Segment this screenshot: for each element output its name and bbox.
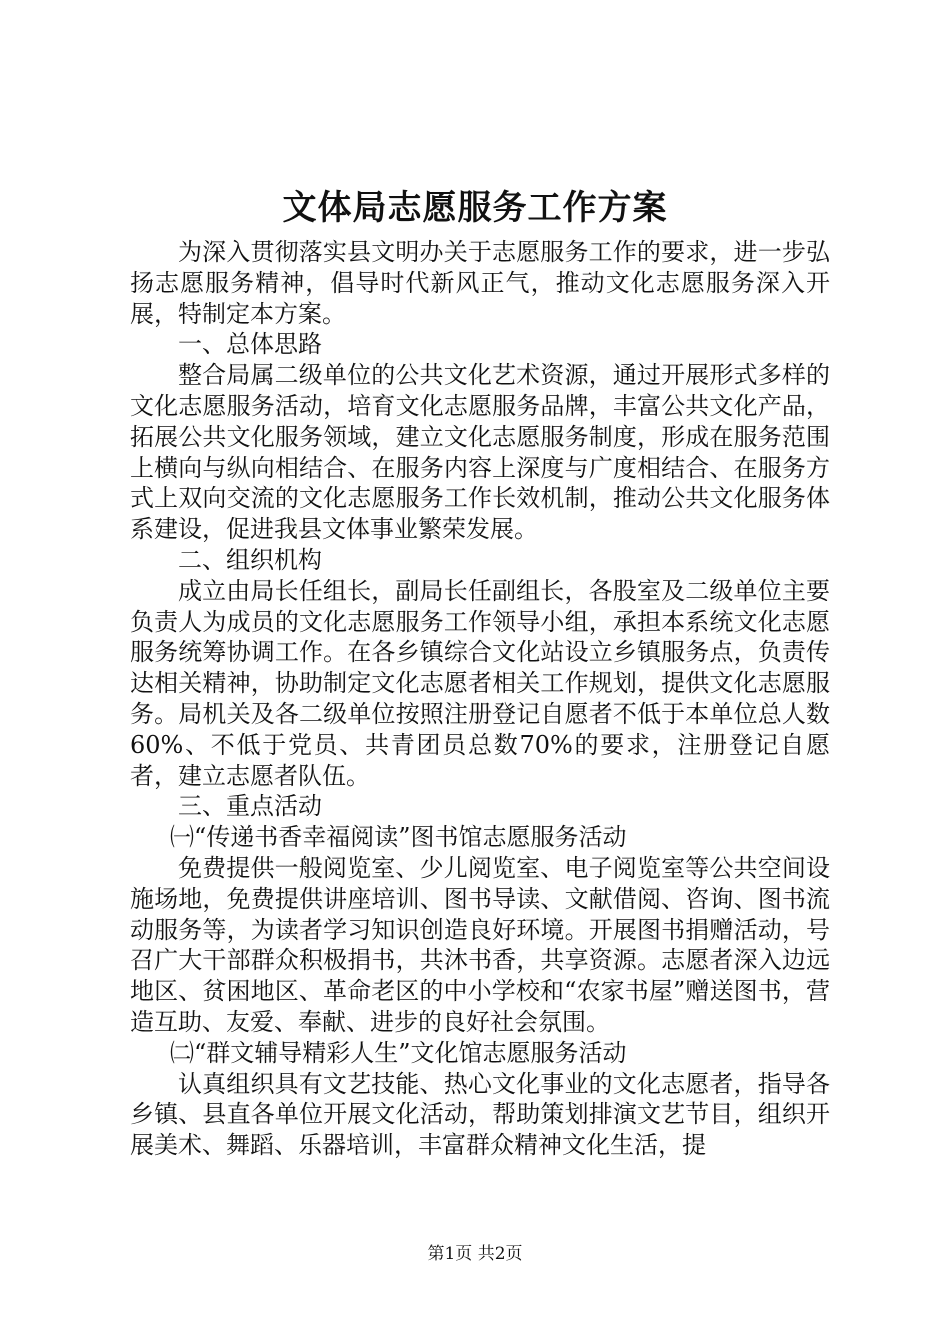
cultural-center-paragraph: 认真组织具有文艺技能、热心文化事业的文化志愿者，指导各乡镇、县直各单位开展文化活动，帮助策划排演文艺节目，组织开展美术、舞蹈、乐器培训，丰富群众精神文化生活，提 [130, 1069, 830, 1160]
document-body [130, 237, 830, 1161]
library-activity-paragraph: 免费提供一般阅览室、少儿阅览室、电子阅览室等公共空间设施场地，免费提供讲座培训、图书导读、文献借阅、咨询、图书流动服务等，为读者学习知识创造良好环境。开展图书捐赠活动，号召广大干部群众积极捐书，共沐书香，共享资源。志愿者深入边远地区、贫困地区、革命老区的中小学校和“农家书屋”赠送图书，营造互助、友爱、奉献、进步的良好社会氛围。 [130, 853, 830, 1036]
document-title: 文体局志愿服务工作方案 [282, 188, 668, 228]
subsection-heading-cultural-center: ㈡“群文辅导精彩人生”文化馆志愿服务活动 [170, 1038, 627, 1067]
section-heading-organization: 二、组织机构 [178, 545, 322, 574]
organization-paragraph: 成立由局长任组长，副局长任副组长，各股室及二级单位主要负责人为成员的文化志愿服务工作领导小组，承担本系统文化志愿服务统筹协调工作。在各乡镇综合文化站设立乡镇服务点，负责传达相关精神，协助制定文化志愿者相关工作规划，提供文化志愿服务。局机关及各二级单位按照注册登记自愿者不低于本单位总人数60%、不低于党员、共青团员总数70%的要求，注册登记自愿者，建立志愿者队伍。 [130, 576, 830, 790]
subsection-heading-library: ㈠“传递书香幸福阅读”图书馆志愿服务活动 [170, 823, 627, 852]
section-heading-key-activities: 三、重点活动 [178, 792, 322, 821]
page-footer: 第1页 共2页 [427, 1244, 523, 1264]
section-heading-overall-approach: 一、总体思路 [178, 330, 322, 359]
overall-approach-paragraph: 整合局属二级单位的公共文化艺术资源，通过开展形式多样的文化志愿服务活动，培育文化志愿服务品牌，丰富公共文化产品，拓展公共文化服务领域，建立文化志愿服务制度，形成在服务范围上横向与纵向相结合、在服务内容上深度与广度相结合、在服务方式上双向交流的文化志愿服务工作长效机制，推动公共文化服务体系建设，促进我县文体事业繁荣发展。 [130, 361, 830, 544]
intro-paragraph: 为深入贯彻落实县文明办关于志愿服务工作的要求，进一步弘扬志愿服务精神，倡导时代新风正气，推动文化志愿服务深入开展，特制定本方案。 [130, 238, 830, 328]
